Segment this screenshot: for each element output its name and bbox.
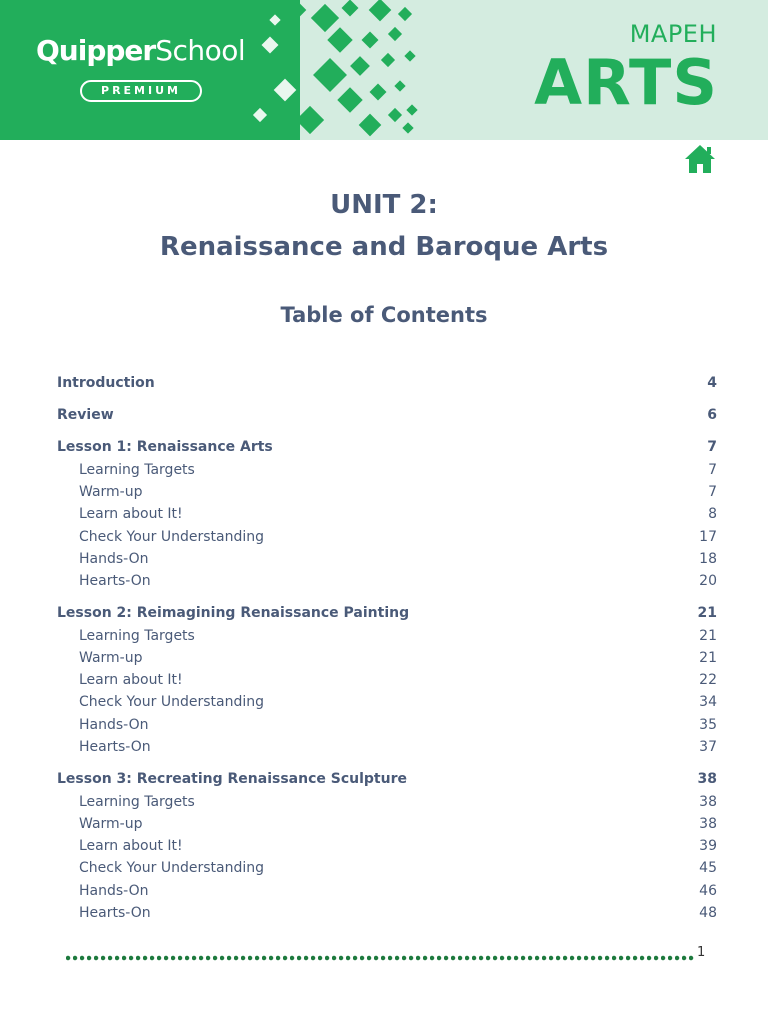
toc-entry-label: Learn about It! (79, 672, 183, 688)
toc-entry-page: 45 (699, 860, 717, 876)
toc-entry[interactable] (57, 372, 717, 394)
toc-entry-page: 34 (699, 694, 717, 710)
toc-subentry[interactable] (57, 791, 717, 813)
toc-entry-label: Learning Targets (79, 628, 195, 644)
toc-entry-label: Lesson 2: Reimagining Renaissance Painting (57, 605, 410, 621)
toc-subentry[interactable] (57, 481, 717, 503)
toc-lesson-entry[interactable] (57, 436, 717, 458)
toc-entry-label: Check Your Understanding (79, 529, 265, 545)
toc-entry-page: 46 (699, 883, 717, 899)
toc-entry-label: Warm-up (79, 484, 143, 500)
toc-entry-label: Learning Targets (79, 462, 195, 478)
toc-subentry[interactable] (57, 902, 717, 924)
home-icon[interactable] (683, 143, 717, 175)
toc-subentry[interactable] (57, 625, 717, 647)
toc-entry-page: 48 (699, 905, 717, 921)
toc-subentry[interactable] (57, 714, 717, 736)
toc-subentry[interactable] (57, 691, 717, 713)
toc-entry-page: 35 (699, 717, 717, 733)
toc-entry-page: 38 (699, 794, 717, 810)
toc-entry-label: Lesson 3: Recreating Renaissance Sculpture (57, 771, 407, 787)
quipper-school-logo (36, 34, 245, 67)
toc-lesson-entry[interactable] (57, 602, 717, 624)
toc-entry-label: Hands-On (79, 551, 149, 567)
toc-entry-label: Learning Targets (79, 794, 195, 810)
toc-entry-page: 21 (697, 605, 717, 621)
page-number: 1 (697, 945, 706, 960)
toc-subentry[interactable] (57, 548, 717, 570)
toc-entry-label: Learn about It! (79, 506, 183, 522)
toc-subentry[interactable] (57, 647, 717, 669)
toc-entry-label: Warm-up (79, 816, 143, 832)
toc-subentry[interactable] (57, 880, 717, 902)
unit-number: UNIT 2: (330, 190, 438, 220)
toc-entry-page: 7 (707, 439, 717, 455)
footer-dotted-rule (66, 955, 696, 961)
toc-entry-page: 7 (708, 484, 717, 500)
toc-entry-page: 6 (707, 407, 717, 423)
toc-entry-page: 18 (699, 551, 717, 567)
toc-entry-label: Introduction (57, 375, 155, 391)
logo-regular-text: School (155, 34, 246, 67)
toc-entry-label: Check Your Understanding (79, 694, 265, 710)
toc-entry-label: Hearts-On (79, 739, 151, 755)
header-banner (0, 0, 768, 140)
toc-subentry[interactable] (57, 526, 717, 548)
unit-title: Renaissance and Baroque Arts (159, 232, 609, 262)
toc-subentry[interactable] (57, 835, 717, 857)
toc-entry-label: Hands-On (79, 717, 149, 733)
toc-entry-label: Lesson 1: Renaissance Arts (57, 439, 273, 455)
toc-entry-page: 22 (699, 672, 717, 688)
toc-entry-page: 8 (708, 506, 717, 522)
toc-subentry[interactable] (57, 857, 717, 879)
toc-entry-page: 7 (708, 462, 717, 478)
toc-entry-label: Review (57, 407, 114, 423)
logo-bold-text: Quipper (36, 34, 156, 67)
toc-entry-page: 38 (697, 771, 717, 787)
toc-entry-page: 21 (699, 650, 717, 666)
premium-badge: PREMIUM (80, 80, 202, 102)
toc-subentry[interactable] (57, 669, 717, 691)
toc-entry-label: Learn about It! (79, 838, 183, 854)
toc-lesson-entry[interactable] (57, 768, 717, 790)
toc-entry-label: Check Your Understanding (79, 860, 265, 876)
diamond-pattern (230, 0, 430, 140)
subject-label: MAPEH (629, 20, 717, 48)
toc-entry-page: 38 (699, 816, 717, 832)
toc-entry-page: 37 (699, 739, 717, 755)
toc-entry-page: 39 (699, 838, 717, 854)
toc-entry-page: 17 (699, 529, 717, 545)
toc-entry-label: Hearts-On (79, 573, 151, 589)
toc-heading: Table of Contents (280, 303, 488, 327)
toc-entry-label: Warm-up (79, 650, 143, 666)
toc-subentry[interactable] (57, 736, 717, 758)
toc-subentry[interactable] (57, 570, 717, 592)
toc-subentry[interactable] (57, 813, 717, 835)
toc-entry-page: 20 (699, 573, 717, 589)
toc-entry-label: Hands-On (79, 883, 149, 899)
toc-entry-label: Hearts-On (79, 905, 151, 921)
toc-entry[interactable] (57, 404, 717, 426)
toc-subentry[interactable] (57, 459, 717, 481)
toc-subentry[interactable] (57, 503, 717, 525)
subject-title: ARTS (534, 46, 718, 119)
toc-entry-page: 21 (699, 628, 717, 644)
toc-entry-page: 4 (707, 375, 717, 391)
